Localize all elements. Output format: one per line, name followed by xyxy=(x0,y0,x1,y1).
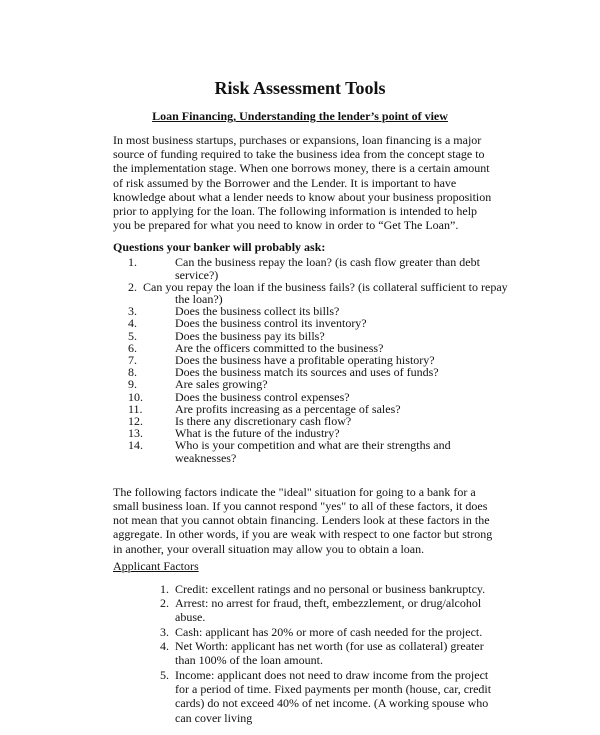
list-number: 1. xyxy=(128,255,137,270)
list-item xyxy=(113,668,498,725)
list-text: Does the business control its inventory? xyxy=(175,316,367,331)
list-number: 11. xyxy=(128,401,143,416)
list-item xyxy=(113,317,513,329)
list-item xyxy=(113,366,513,378)
applicant-factors-heading: Applicant Factors xyxy=(113,558,199,573)
list-text: Cash: applicant has 20% or more of cash needed for the project. xyxy=(175,624,483,639)
list-text: Who is your competition and what are their strengths and weaknesses? xyxy=(175,438,451,465)
list-number: 4. xyxy=(160,639,169,654)
list-text: Credit: excellent ratings and no personal or business bankruptcy. xyxy=(175,581,486,596)
list-text: Does the business control expenses? xyxy=(175,389,350,404)
list-item xyxy=(113,256,513,280)
list-number: 4. xyxy=(128,316,137,331)
list-number: 7. xyxy=(128,353,137,368)
list-text: What is the future of the industry? xyxy=(175,426,340,441)
list-text: Does the business collect its bills? xyxy=(175,304,340,319)
list-number: 1. xyxy=(160,581,169,596)
list-item xyxy=(113,439,513,463)
document-subtitle: Loan Financing, Understanding the lender’s point of view xyxy=(152,109,448,123)
questions-list xyxy=(113,256,513,463)
list-number: 2. xyxy=(128,279,137,294)
list-text: Are profits increasing as a percentage of sales? xyxy=(175,401,401,416)
list-number: 10. xyxy=(128,389,143,404)
list-text: Does the business pay its bills? xyxy=(175,328,325,343)
list-text: Income: applicant does not need to draw income from the project for a period of time. Fixed payments per month (house, car, credit cards) do not exceed 40% of net income. (A working spouse who can cover living xyxy=(175,667,492,725)
list-text: Does the business have a profitable operating history? xyxy=(175,353,435,368)
list-item xyxy=(113,281,513,305)
list-item xyxy=(113,330,513,342)
questions-heading: Questions your banker will probably ask: xyxy=(113,240,326,255)
list-number: 14. xyxy=(128,438,143,453)
list-text: Does the business match its sources and uses of funds? xyxy=(175,365,439,380)
list-item xyxy=(113,582,498,596)
list-item xyxy=(113,639,498,668)
list-text: Are the officers committed to the business? xyxy=(175,340,384,355)
list-item xyxy=(113,625,498,639)
list-number: 12. xyxy=(128,414,143,429)
list-number: 5. xyxy=(160,667,169,682)
list-text: Arrest: no arrest for fraud, theft, embezzlement, or drug/alcohol abuse. xyxy=(175,596,482,625)
applicant-factors-list xyxy=(113,582,498,735)
list-number: 3. xyxy=(160,624,169,639)
list-item xyxy=(113,378,513,390)
list-text: Net Worth: applicant has net worth (for use as collateral) greater than 100% of the loan amount. xyxy=(175,639,484,668)
list-text: Can the business repay the loan? (is cash flow greater than debt service?) xyxy=(175,255,480,282)
list-number: 5. xyxy=(128,328,137,343)
document-title: Risk Assessment Tools xyxy=(214,78,386,98)
intro-paragraph: In most business startups, purchases or expansions, loan financing is a major source of funding required to take the business idea from the concept stage to the implementation stage. When one borrows money, there is a certain amount of risk assumed by the Borrower and the Lender. It is important to have knowledge about what a lender needs to know about your business proposition prior to applying for the loan. The following information is intended to help you be prepared for what you need to know in order to “Get The Loan”. xyxy=(113,133,492,233)
list-item xyxy=(113,596,498,625)
list-number: 8. xyxy=(128,365,137,380)
list-text: Are sales growing? xyxy=(175,377,268,392)
list-number: 2. xyxy=(160,596,169,611)
list-number: 13. xyxy=(128,426,143,441)
list-number: 9. xyxy=(128,377,137,392)
list-text: Can you repay the loan if the business fails? (is collateral sufficient to repay the loan?) xyxy=(143,279,508,307)
list-text: Is there any discretionary cash flow? xyxy=(175,414,352,429)
list-number: 3. xyxy=(128,304,137,319)
factors-intro-paragraph: The following factors indicate the "ideal" situation for going to a bank for a small business loan. If you cannot respond "yes" to all of these factors, it does not mean that you cannot obtain financing. Lenders look at these factors in the aggregate. In other words, if you are weak with respect to one factor but strong in another, your overall situation may allow you to obtain a loan. xyxy=(113,484,493,556)
list-number: 6. xyxy=(128,340,137,355)
